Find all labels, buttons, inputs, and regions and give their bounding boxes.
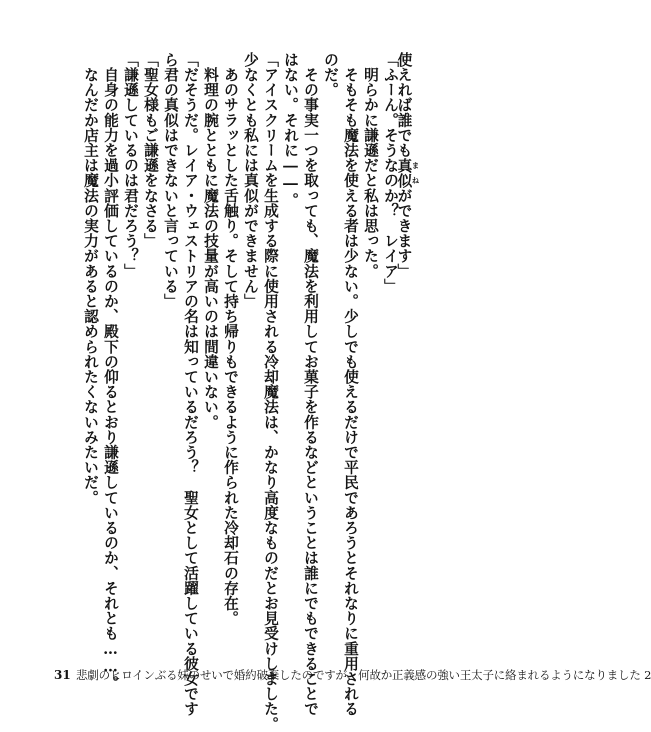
text-column: はない。それに――。 xyxy=(282,52,299,208)
text-column: 使えれば誰でも真似 まねができます」 xyxy=(395,52,421,279)
text-column: 料理の腕とともに魔法の技量が高いのは間違いない。 xyxy=(202,52,219,430)
text-column: 「アイスクリームを生成する際に使用される冷却魔法は、かなり高度なものだとお見受けしました。 xyxy=(262,52,279,732)
page-number: 31 xyxy=(54,668,71,682)
text-column: なんだか店主は魔法の実力があると認められたくないみたいだ。 xyxy=(82,52,99,505)
text-column: あのサラッとした舌触り。そして持ち帰りもできるように作られた冷却石の存在。 xyxy=(222,52,239,626)
text-column: 自身の能力を過小評価しているのか、殿下の仰るとおり謙遜しているのか、それとも……。 xyxy=(102,52,119,691)
ruby-reading: まね xyxy=(411,157,421,188)
text-column: 明らかに謙遜だと私は思った。 xyxy=(362,52,379,279)
text-column: ら君の真似はできないと言っている」 xyxy=(162,52,179,309)
text-column: 「だそうだ。レイア・ウェストリアの名は知っているだろう？ 聖女として活躍している彼女です xyxy=(182,52,199,717)
text-column: 少なくとも私には真似ができません」 xyxy=(242,52,259,309)
page-footer xyxy=(0,665,651,685)
text-column: 「謙遜しているのは君だろう？」 xyxy=(122,52,139,279)
text-column: 「ふーん。そうなのか？ レイア」 xyxy=(382,52,399,294)
running-title: 悲劇のヒロインぶる妹のせいで婚約破棄したのですが、何故か正義感の強い王太子に絡まれるようになりました 2 xyxy=(76,668,651,682)
ruby-annotation: 真似 まね xyxy=(395,157,421,188)
text-column: その事実一つを取っても、魔法を利用してお菓子を作るなどということは誰にでもできることで xyxy=(302,52,319,717)
text-column: のだ。 xyxy=(322,52,339,98)
text-column: そもそも魔法を使える者は少ない。少しでも使えるだけで平民であろうとそれなりに重用される xyxy=(342,52,359,717)
text-column: 「聖女様もご謙遜をなさる」 xyxy=(142,52,159,249)
